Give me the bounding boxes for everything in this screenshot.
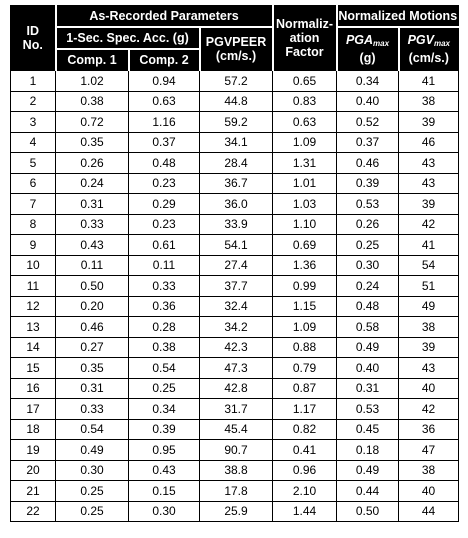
- header-pgv-max: [399, 27, 459, 71]
- cell-norm-factor: 0.87: [273, 378, 337, 399]
- table-row: [11, 276, 459, 297]
- header-norm-line2: ation: [289, 31, 320, 45]
- cell-pgv-peer: 32.4: [200, 296, 273, 317]
- cell-pgv-max: 39: [399, 337, 459, 358]
- table-row: [11, 419, 459, 440]
- cell-comp1: 0.46: [56, 317, 129, 338]
- cell-comp2: 0.94: [129, 71, 200, 92]
- cell-pgv-max: 51: [399, 276, 459, 297]
- table-row: [11, 194, 459, 215]
- cell-pgv-max: 43: [399, 358, 459, 379]
- cell-id: 1: [11, 71, 56, 92]
- cell-norm-factor: 1.01: [273, 173, 337, 194]
- cell-pgv-peer: 42.3: [200, 337, 273, 358]
- cell-id: 21: [11, 481, 56, 502]
- cell-pga-max: 0.34: [337, 71, 399, 92]
- cell-norm-factor: 1.03: [273, 194, 337, 215]
- cell-norm-factor: 0.79: [273, 358, 337, 379]
- cell-comp1: 0.72: [56, 112, 129, 133]
- cell-pga-max: 0.40: [337, 358, 399, 379]
- cell-pgv-peer: 45.4: [200, 419, 273, 440]
- cell-comp2: 0.23: [129, 214, 200, 235]
- cell-pgv-max: 43: [399, 153, 459, 174]
- cell-id: 13: [11, 317, 56, 338]
- cell-pga-max: 0.49: [337, 337, 399, 358]
- cell-pgv-peer: 38.8: [200, 460, 273, 481]
- header-id: [11, 6, 56, 71]
- cell-comp1: 0.31: [56, 378, 129, 399]
- header-pgv-unit: (cm/s.): [408, 51, 449, 65]
- cell-pgv-max: 54: [399, 255, 459, 276]
- header-as-recorded: As-Recorded Parameters: [56, 6, 273, 28]
- cell-norm-factor: 0.63: [273, 112, 337, 133]
- cell-comp1: 0.43: [56, 235, 129, 256]
- cell-id: 6: [11, 173, 56, 194]
- cell-norm-factor: 1.17: [273, 399, 337, 420]
- cell-comp1: 0.11: [56, 255, 129, 276]
- table-row: [11, 337, 459, 358]
- table-header: [11, 6, 459, 71]
- table-row: [11, 481, 459, 502]
- cell-comp1: 0.38: [56, 91, 129, 112]
- cell-pgv-max: 44: [399, 501, 459, 522]
- cell-comp2: 0.11: [129, 255, 200, 276]
- cell-norm-factor: 0.96: [273, 460, 337, 481]
- cell-pgv-max: 38: [399, 460, 459, 481]
- cell-pga-max: 0.25: [337, 235, 399, 256]
- cell-comp2: 0.15: [129, 481, 200, 502]
- cell-pgv-max: 43: [399, 173, 459, 194]
- cell-comp1: 0.35: [56, 358, 129, 379]
- cell-pga-max: 0.24: [337, 276, 399, 297]
- table-row: [11, 399, 459, 420]
- cell-pgv-peer: 44.8: [200, 91, 273, 112]
- header-spec-acc: 1-Sec. Spec. Acc. (g): [56, 27, 200, 49]
- cell-pgv-peer: 27.4: [200, 255, 273, 276]
- cell-norm-factor: 1.36: [273, 255, 337, 276]
- cell-pga-max: 0.53: [337, 194, 399, 215]
- cell-pgv-peer: 33.9: [200, 214, 273, 235]
- cell-comp1: 0.49: [56, 440, 129, 461]
- header-normalized-motions: Normalized Motions: [337, 6, 459, 28]
- cell-comp2: 0.61: [129, 235, 200, 256]
- table-row: [11, 255, 459, 276]
- cell-comp2: 0.34: [129, 399, 200, 420]
- table-container: [10, 5, 459, 522]
- cell-pgv-max: 49: [399, 296, 459, 317]
- cell-id: 14: [11, 337, 56, 358]
- cell-norm-factor: 0.88: [273, 337, 337, 358]
- cell-pga-max: 0.39: [337, 173, 399, 194]
- cell-pgv-peer: 59.2: [200, 112, 273, 133]
- cell-pgv-peer: 47.3: [200, 358, 273, 379]
- cell-comp2: 0.37: [129, 132, 200, 153]
- cell-id: 16: [11, 378, 56, 399]
- cell-comp1: 0.33: [56, 399, 129, 420]
- cell-pga-max: 0.49: [337, 460, 399, 481]
- cell-norm-factor: 1.09: [273, 132, 337, 153]
- table-row: [11, 378, 459, 399]
- header-pgv-sub: max: [433, 39, 450, 48]
- cell-norm-factor: 1.10: [273, 214, 337, 235]
- header-id-line2: No.: [22, 38, 43, 52]
- cell-comp2: 0.29: [129, 194, 200, 215]
- cell-id: 18: [11, 419, 56, 440]
- cell-norm-factor: 0.69: [273, 235, 337, 256]
- cell-pga-max: 0.50: [337, 501, 399, 522]
- cell-pga-max: 0.37: [337, 132, 399, 153]
- cell-comp2: 0.25: [129, 378, 200, 399]
- cell-comp2: 0.28: [129, 317, 200, 338]
- cell-pga-max: 0.40: [337, 91, 399, 112]
- cell-pgv-max: 40: [399, 481, 459, 502]
- cell-id: 5: [11, 153, 56, 174]
- table-row: [11, 173, 459, 194]
- cell-pga-max: 0.46: [337, 153, 399, 174]
- cell-comp2: 0.38: [129, 337, 200, 358]
- cell-pga-max: 0.45: [337, 419, 399, 440]
- header-normalization-factor: [273, 6, 337, 71]
- header-pga-label: PGA: [345, 33, 374, 47]
- cell-pga-max: 0.52: [337, 112, 399, 133]
- table-row: [11, 153, 459, 174]
- cell-comp2: 0.43: [129, 460, 200, 481]
- cell-comp2: 0.30: [129, 501, 200, 522]
- cell-pgv-peer: 34.2: [200, 317, 273, 338]
- cell-comp2: 0.48: [129, 153, 200, 174]
- cell-pga-max: 0.53: [337, 399, 399, 420]
- cell-pgv-peer: 36.0: [200, 194, 273, 215]
- cell-norm-factor: 0.82: [273, 419, 337, 440]
- cell-pgv-max: 42: [399, 399, 459, 420]
- cell-pgv-max: 38: [399, 91, 459, 112]
- cell-id: 7: [11, 194, 56, 215]
- cell-norm-factor: 0.99: [273, 276, 337, 297]
- cell-comp2: 0.95: [129, 440, 200, 461]
- cell-comp1: 1.02: [56, 71, 129, 92]
- header-pgv-peer: [200, 27, 273, 71]
- cell-comp1: 0.25: [56, 481, 129, 502]
- cell-pgv-max: 46: [399, 132, 459, 153]
- cell-pga-max: 0.31: [337, 378, 399, 399]
- cell-comp2: 0.54: [129, 358, 200, 379]
- cell-norm-factor: 1.44: [273, 501, 337, 522]
- header-comp1: Comp. 1: [56, 49, 129, 71]
- header-pgv-peer-line1: PGVPEER: [205, 35, 267, 49]
- header-pga-max: [337, 27, 399, 71]
- table-row: [11, 296, 459, 317]
- table-row: [11, 71, 459, 92]
- cell-norm-factor: 2.10: [273, 481, 337, 502]
- cell-pgv-peer: 28.4: [200, 153, 273, 174]
- cell-comp1: 0.24: [56, 173, 129, 194]
- cell-comp1: 0.35: [56, 132, 129, 153]
- cell-pga-max: 0.30: [337, 255, 399, 276]
- cell-pga-max: 0.48: [337, 296, 399, 317]
- cell-norm-factor: 0.65: [273, 71, 337, 92]
- cell-id: 3: [11, 112, 56, 133]
- cell-pga-max: 0.44: [337, 481, 399, 502]
- cell-comp1: 0.20: [56, 296, 129, 317]
- table-row: [11, 91, 459, 112]
- cell-id: 9: [11, 235, 56, 256]
- cell-norm-factor: 1.09: [273, 317, 337, 338]
- header-pgv-label: PGV: [407, 33, 434, 47]
- cell-pgv-max: 36: [399, 419, 459, 440]
- cell-id: 20: [11, 460, 56, 481]
- cell-pgv-max: 42: [399, 214, 459, 235]
- cell-pgv-peer: 42.8: [200, 378, 273, 399]
- cell-norm-factor: 1.15: [273, 296, 337, 317]
- cell-id: 12: [11, 296, 56, 317]
- cell-id: 22: [11, 501, 56, 522]
- table-row: [11, 501, 459, 522]
- table-row: [11, 317, 459, 338]
- cell-id: 2: [11, 91, 56, 112]
- cell-pgv-peer: 34.1: [200, 132, 273, 153]
- header-norm-line3: Factor: [285, 45, 324, 59]
- header-pga-sub: max: [373, 39, 390, 48]
- table-row: [11, 235, 459, 256]
- cell-pgv-peer: 57.2: [200, 71, 273, 92]
- header-pga-unit: (g): [359, 51, 376, 65]
- cell-pgv-peer: 37.7: [200, 276, 273, 297]
- cell-pgv-max: 41: [399, 71, 459, 92]
- cell-pga-max: 0.58: [337, 317, 399, 338]
- cell-comp1: 0.30: [56, 460, 129, 481]
- cell-comp1: 0.26: [56, 153, 129, 174]
- cell-comp1: 0.50: [56, 276, 129, 297]
- table-row: [11, 132, 459, 153]
- cell-id: 11: [11, 276, 56, 297]
- cell-comp1: 0.31: [56, 194, 129, 215]
- cell-pgv-max: 39: [399, 194, 459, 215]
- cell-id: 15: [11, 358, 56, 379]
- cell-pgv-peer: 36.7: [200, 173, 273, 194]
- ground-motion-table: [10, 5, 459, 522]
- cell-comp2: 0.23: [129, 173, 200, 194]
- cell-pga-max: 0.26: [337, 214, 399, 235]
- cell-pgv-max: 39: [399, 112, 459, 133]
- cell-comp2: 0.36: [129, 296, 200, 317]
- cell-id: 17: [11, 399, 56, 420]
- table-row: [11, 460, 459, 481]
- cell-norm-factor: 1.31: [273, 153, 337, 174]
- cell-norm-factor: 0.83: [273, 91, 337, 112]
- cell-id: 10: [11, 255, 56, 276]
- cell-comp2: 0.39: [129, 419, 200, 440]
- table-row: [11, 112, 459, 133]
- cell-pgv-peer: 31.7: [200, 399, 273, 420]
- cell-pgv-peer: 25.9: [200, 501, 273, 522]
- cell-norm-factor: 0.41: [273, 440, 337, 461]
- cell-id: 4: [11, 132, 56, 153]
- cell-pgv-max: 38: [399, 317, 459, 338]
- cell-pga-max: 0.18: [337, 440, 399, 461]
- table-row: [11, 358, 459, 379]
- table-body: [11, 71, 459, 522]
- header-comp2: Comp. 2: [129, 49, 200, 71]
- cell-comp1: 0.33: [56, 214, 129, 235]
- table-row: [11, 440, 459, 461]
- cell-pgv-max: 40: [399, 378, 459, 399]
- cell-comp2: 0.63: [129, 91, 200, 112]
- cell-comp2: 1.16: [129, 112, 200, 133]
- cell-comp2: 0.33: [129, 276, 200, 297]
- table-row: [11, 214, 459, 235]
- cell-comp1: 0.54: [56, 419, 129, 440]
- cell-pgv-max: 41: [399, 235, 459, 256]
- cell-pgv-peer: 54.1: [200, 235, 273, 256]
- cell-comp1: 0.25: [56, 501, 129, 522]
- cell-pgv-max: 47: [399, 440, 459, 461]
- header-id-line1: ID: [26, 24, 39, 38]
- header-pgv-peer-line2: (cm/s.): [215, 49, 257, 63]
- cell-comp1: 0.27: [56, 337, 129, 358]
- cell-pgv-peer: 90.7: [200, 440, 273, 461]
- cell-id: 8: [11, 214, 56, 235]
- cell-pgv-peer: 17.8: [200, 481, 273, 502]
- cell-id: 19: [11, 440, 56, 461]
- header-norm-line1: Normaliz-: [276, 17, 333, 31]
